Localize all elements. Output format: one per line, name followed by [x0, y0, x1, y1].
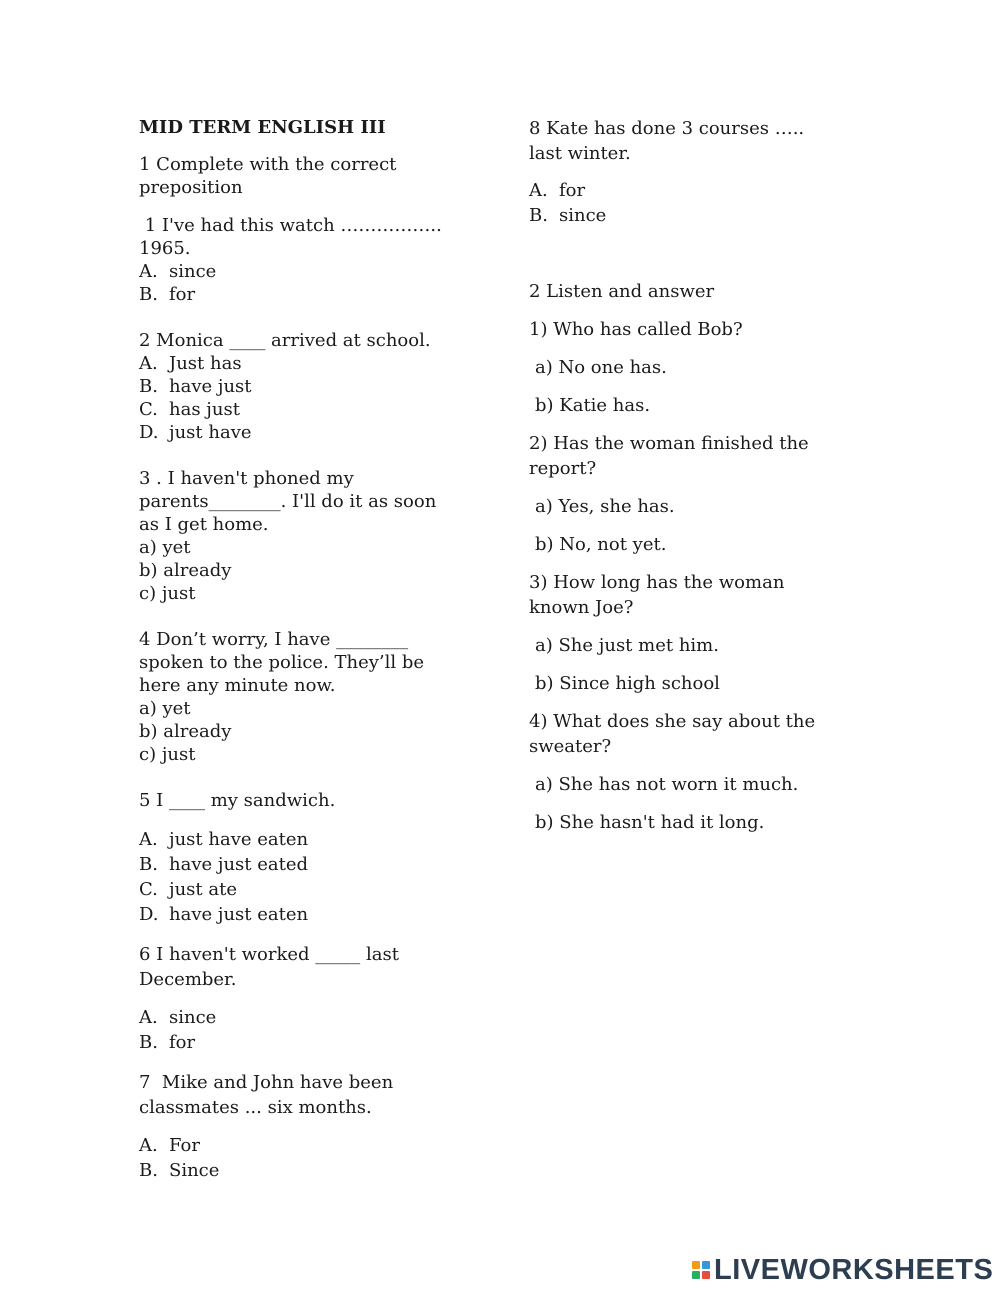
question-1-text: 1 I've had this watch …………….. [139, 215, 442, 236]
question-4: 4 Don’t worry, I have ________ spoken to the police. They’ll be here any minute now. a) yet b) already c) just [139, 628, 479, 789]
option[interactable]: C. just ate [139, 879, 237, 900]
logo-text: LIVEWORKSHEETS [714, 1253, 994, 1286]
question-7-text: 7 Mike and John have been [139, 1072, 394, 1093]
question-6: 6 I haven't worked _____ last December. A. since B. for [139, 942, 479, 1055]
option[interactable]: B. have just [139, 376, 252, 397]
liveworksheets-logo [692, 1254, 993, 1286]
option[interactable]: A. Just has [139, 353, 242, 374]
question-5 [139, 789, 479, 927]
logo-mark-icon [692, 1261, 710, 1279]
option[interactable]: A. For [139, 1135, 200, 1156]
option[interactable]: A. just have eaten [139, 829, 309, 850]
option[interactable]: B. for [139, 1032, 196, 1053]
question-5-text: 5 I ____ my sandwich. [139, 790, 336, 811]
question-2 [139, 329, 479, 467]
answer-option[interactable]: a) She has not worn it much. [535, 774, 799, 795]
listening-question-3: 3) How long has the woman known Joe? [529, 572, 785, 618]
worksheet-title: MID TERM ENGLISH III [139, 117, 386, 138]
section-1-heading: 1 Complete with the correct preposition [139, 154, 397, 198]
option[interactable]: B. have just eated [139, 854, 309, 875]
option[interactable]: a) yet [139, 537, 191, 558]
listening-question-4: 4) What does she say about the sweater? [529, 711, 816, 757]
answer-option[interactable]: a) No one has. [535, 357, 667, 378]
option[interactable]: B. since [529, 205, 607, 226]
answer-option[interactable]: a) She just met him. [535, 635, 719, 656]
answer-option[interactable]: b) Since high school [535, 673, 720, 694]
option[interactable]: B. Since [139, 1160, 220, 1181]
question-7: 7 Mike and John have been classmates ... six months. A. For B. Since [139, 1070, 479, 1183]
question-8: 8 Kate has done 3 courses ….. last winter. [529, 116, 859, 166]
right-column [529, 116, 859, 848]
question-3-text: 3 . I haven't phoned my [139, 468, 354, 489]
option[interactable]: c) just [139, 583, 196, 604]
option[interactable]: A. since [139, 261, 217, 282]
option[interactable]: b) already [139, 721, 232, 742]
section-2-heading: 2 Listen and answer [529, 281, 715, 302]
answer-option[interactable]: b) No, not yet. [535, 534, 667, 555]
option[interactable]: B. for [139, 284, 196, 305]
answer-option[interactable]: a) Yes, she has. [535, 496, 675, 517]
question-1: 1 I've had this watch …………….. 1965. A. since B. for [139, 214, 479, 329]
option[interactable]: A. since [139, 1007, 217, 1028]
question-6-text: 6 I haven't worked _____ last [139, 944, 399, 965]
option[interactable]: D. have just eaten [139, 904, 309, 925]
listening-question-1: 1) Who has called Bob? [529, 319, 743, 340]
listening-question-2: 2) Has the woman finished the report? [529, 433, 809, 479]
option[interactable]: c) just [139, 744, 196, 765]
question-4-text: 4 Don’t worry, I have ________ [139, 629, 409, 650]
answer-option[interactable]: b) She hasn't had it long. [535, 812, 765, 833]
left-column [139, 116, 479, 1198]
option[interactable]: D. just have [139, 422, 252, 443]
answer-option[interactable]: b) Katie has. [535, 395, 651, 416]
option[interactable]: a) yet [139, 698, 191, 719]
option[interactable]: A. for [529, 180, 586, 201]
option[interactable]: C. has just [139, 399, 240, 420]
option[interactable]: b) already [139, 560, 232, 581]
question-2-text: 2 Monica ____ arrived at school. [139, 330, 431, 351]
question-3: 3 . I haven't phoned my parents________. I'll do it as soon as I get home. a) yet b) already c) just [139, 467, 479, 628]
question-8-text: 8 Kate has done 3 courses ….. [529, 118, 805, 139]
